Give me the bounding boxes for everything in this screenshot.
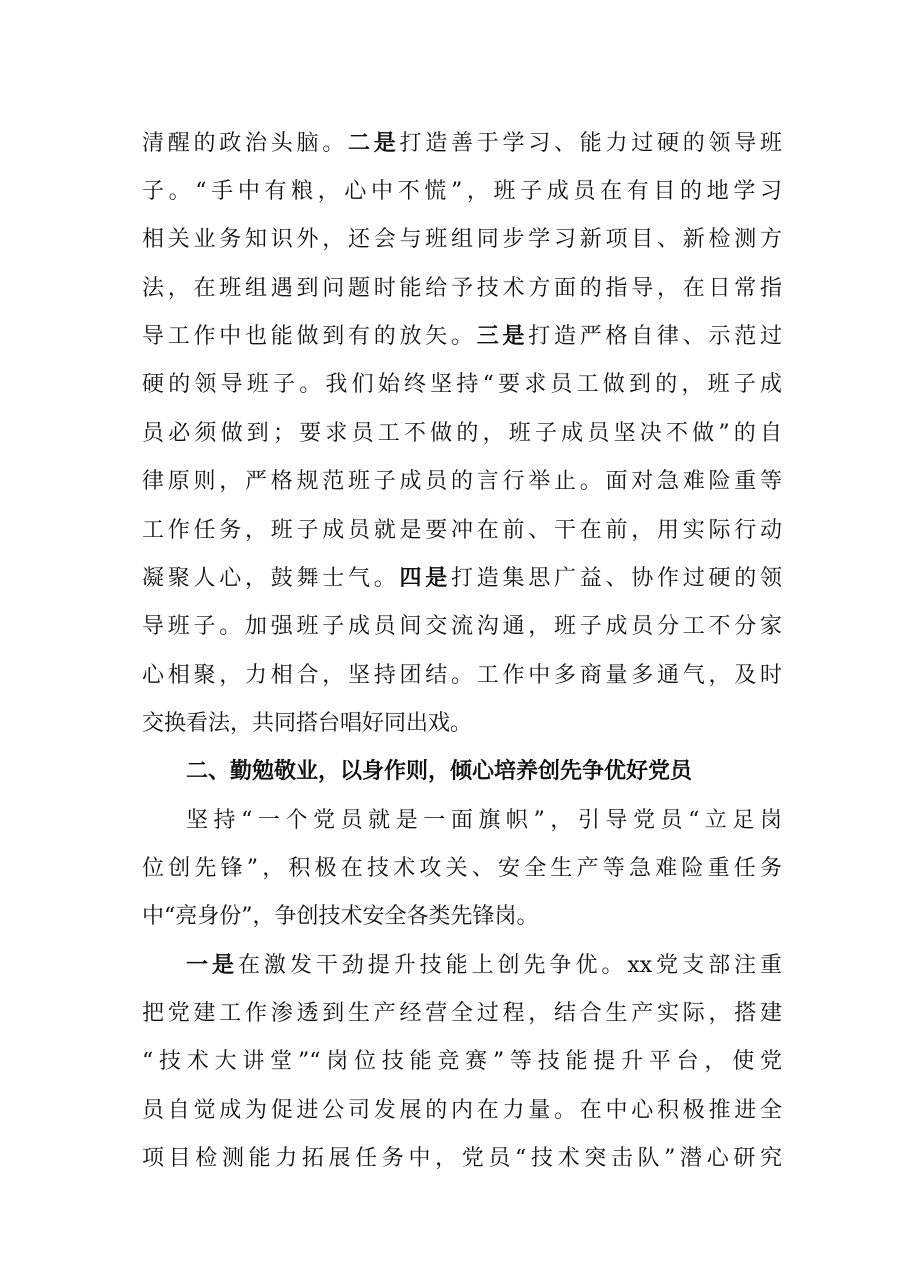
text-line: 导班子。加强班子成员间交流沟通，班子成员分工不分家 bbox=[142, 614, 782, 639]
bold-marker: 二是 bbox=[348, 131, 400, 156]
text-span: 在激发干劲提升技能上创先争优。xx党支部注重 bbox=[237, 953, 782, 978]
section-heading: 二、勤勉敬业，以身作则，倾心培养创先争优好党员 bbox=[186, 759, 693, 784]
text-span: 导工作中也能做到有的放矢。 bbox=[142, 324, 477, 349]
text-span: 凝聚人心，鼓舞士气。 bbox=[142, 566, 400, 591]
text-line: 坚持“一个党员就是一面旗帜”，引导党员“立足岗 bbox=[186, 808, 782, 833]
text-line: 心相聚，力相合，坚持团结。工作中多商量多通气，及时 bbox=[142, 663, 782, 688]
text-line: 法，在班组遇到问题时能给予技术方面的指导，在日常指 bbox=[142, 276, 782, 301]
text-line bbox=[142, 127, 782, 161]
text-line bbox=[186, 949, 782, 983]
text-span: 打造集思广益、协作过硬的领 bbox=[450, 566, 782, 591]
text-line: 交换看法，共同搭台唱好同出戏。 bbox=[142, 711, 473, 736]
text-line: 员自觉成为促进公司发展的内在力量。在中心积极推进全 bbox=[142, 1098, 782, 1123]
text-line: 项目检测能力拓展任务中，党员“技术突击队”潜心研究 bbox=[142, 1146, 782, 1171]
text-span: 打造严格自律、示范过 bbox=[528, 324, 782, 349]
text-span: 清醒的政治头脑。 bbox=[142, 131, 348, 156]
text-line: 员必须做到；要求员工不做的，班子成员坚决不做”的自 bbox=[142, 421, 782, 446]
text-line: 把党建工作渗透到生产经营全过程，结合生产实际，搭建 bbox=[142, 1001, 782, 1026]
text-line: 中“亮身份”，争创技术安全各类先锋岗。 bbox=[142, 904, 539, 929]
text-line: 工作任务，班子成员就是要冲在前、干在前，用实际行动 bbox=[142, 518, 782, 543]
bold-marker: 四是 bbox=[399, 566, 451, 591]
text-line: “技术大讲堂”“岗位技能竞赛”等技能提升平台，使党 bbox=[142, 1049, 782, 1074]
text-line bbox=[142, 562, 782, 596]
text-line: 硬的领导班子。我们始终坚持“要求员工做到的，班子成 bbox=[142, 372, 782, 397]
text-line: 位创先锋”，积极在技术攻关、安全生产等急难险重任务 bbox=[142, 856, 782, 881]
bold-marker: 三是 bbox=[476, 324, 529, 349]
text-line: 律原则，严格规范班子成员的言行举止。面对急难险重等 bbox=[142, 469, 782, 494]
bold-marker: 一是 bbox=[186, 953, 238, 978]
text-line: 子。“手中有粮，心中不慌”，班子成员在有目的地学习 bbox=[142, 179, 782, 204]
text-line: 相关业务知识外，还会与班组同步学习新项目、新检测方 bbox=[142, 227, 782, 252]
text-span: 打造善于学习、能力过硬的领导班 bbox=[399, 131, 782, 156]
text-line bbox=[142, 320, 782, 354]
